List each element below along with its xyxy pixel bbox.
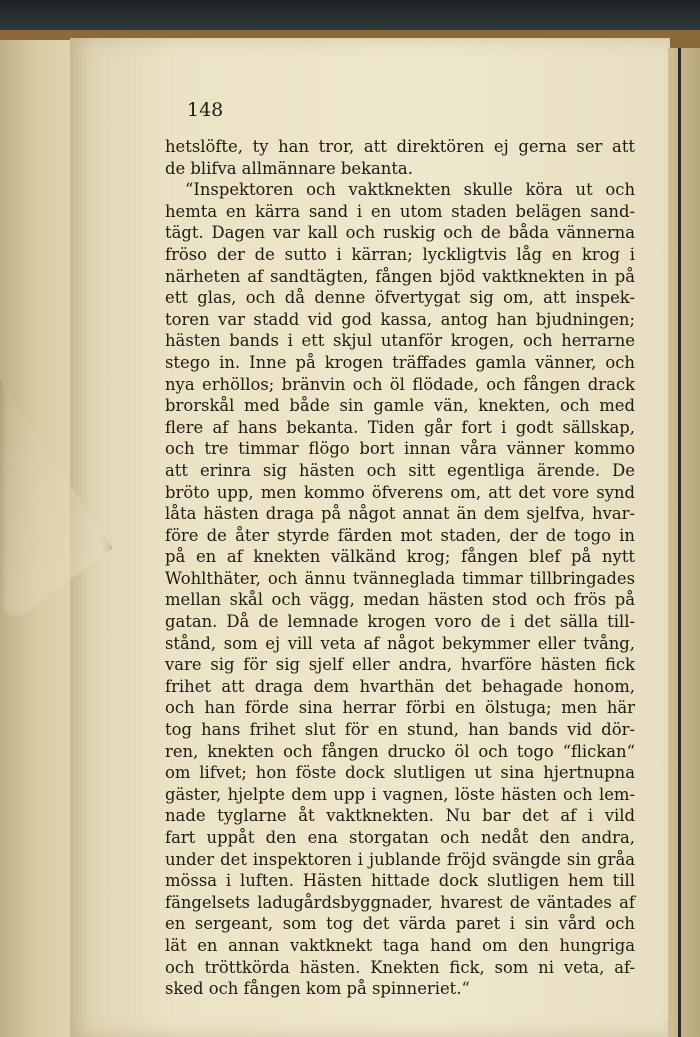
text-line: ren, knekten och fången drucko öl och togo “flickan“ [165, 741, 635, 761]
text-line: nade tyglarne åt vaktknekten. Nu bar det af i vild [165, 806, 635, 826]
text-line: låta hästen draga på något annat än dem sjelfva, hvar- [165, 504, 635, 524]
text-line: att erinra sig hästen och sitt egentliga ärende. De [165, 460, 635, 480]
text-line: gäster, hjelpte dem upp i vagnen, löste hästen och lem- [165, 784, 635, 804]
text-line: och han förde sina herrar förbi en ölstuga; men här [165, 698, 635, 718]
text-line: ett glas, och då denne öfvertygat sig om, att inspek- [165, 288, 635, 308]
text-line: sked och fången kom på spinneriet.“ [165, 979, 470, 999]
text-line: fröso der de sutto i kärran; lyckligtvis låg en krog i [165, 244, 635, 264]
text-line: “Inspektoren och vaktknekten skulle köra ut och [185, 180, 635, 200]
text-line: en sergeant, som tog det värda paret i sin vård och [165, 914, 635, 934]
text-line: om lifvet; hon föste dock slutligen ut sina hjertnupna [165, 763, 635, 783]
text-line: fängelsets ladugårdsbyggnader, hvarest de väntades af [165, 892, 635, 912]
right-page-edge [668, 48, 700, 1037]
text-line: stego in. Inne på krogen träffades gamla vänner, och [165, 352, 635, 372]
text-line: bröto upp, men kommo öfverens om, att det vore synd [165, 482, 635, 502]
text-line: de blifva allmännare bekanta. [165, 158, 413, 178]
text-line: brorskål med både sin gamle vän, knekten, och med [165, 396, 635, 416]
text-line: under det inspektoren i jublande fröjd svängde sin gråa [165, 849, 635, 869]
text-line: närheten af sandtägten, fången bjöd vaktknekten in på [165, 266, 635, 286]
body-text [165, 136, 635, 1000]
text-line: flere af hans bekanta. Tiden går fort i godt sällskap, [165, 417, 635, 437]
text-line: toren var stadd vid god kassa, antog han bjudningen; [165, 309, 635, 329]
page-number: 148 [187, 99, 224, 121]
text-line: frihet att draga dem hvarthän det behagade honom, [165, 676, 635, 696]
text-line: Wohlthäter, och ännu tvänneglada timmar tillbringades [165, 568, 635, 588]
text-line: fart uppåt den ena storgatan och nedåt den andra, [165, 828, 635, 847]
text-line: tog hans frihet slut för en stund, han bands vid dör- [165, 720, 635, 740]
text-line: gatan. Då de lemnade krogen voro de i det sälla till- [165, 612, 635, 632]
text-line: före de åter styrde färden mot staden, der de togo in [165, 525, 635, 545]
text-line: på en af knekten välkänd krog; fången blef på nytt [165, 547, 635, 567]
text-line: och tre timmar flögo bort innan våra vänner kommo [165, 439, 635, 459]
text-line: och tröttkörda hästen. Knekten fick, som ni veta, af- [165, 957, 635, 977]
text-line: mellan skål och vägg, medan hästen stod och frös på [165, 590, 635, 610]
text-line: nya erhöllos; bränvin och öl flödade, och fången drack [165, 374, 635, 394]
text-line: hemta en kärra sand i en utom staden belägen sand- [165, 201, 635, 221]
text-line: tägt. Dagen var kall och ruskig och de båda vännerna [165, 223, 635, 243]
text-line: mössa i luften. Hästen hittade dock slutligen hem till [165, 871, 635, 891]
text-line: vare sig för sig sjelf eller andra, hvarföre hästen fick [165, 655, 635, 675]
text-line: stånd, som ej vill veta af något bekymmer eller tvång, [165, 633, 635, 653]
text-line: hetslöfte, ty han tror, att direktören ej gerna ser att [165, 137, 635, 156]
text-line: lät en annan vaktknekt taga hand om den hungriga [165, 935, 635, 955]
text-line: hästen bands i ett skjul utanför krogen, och herrarne [165, 331, 635, 351]
